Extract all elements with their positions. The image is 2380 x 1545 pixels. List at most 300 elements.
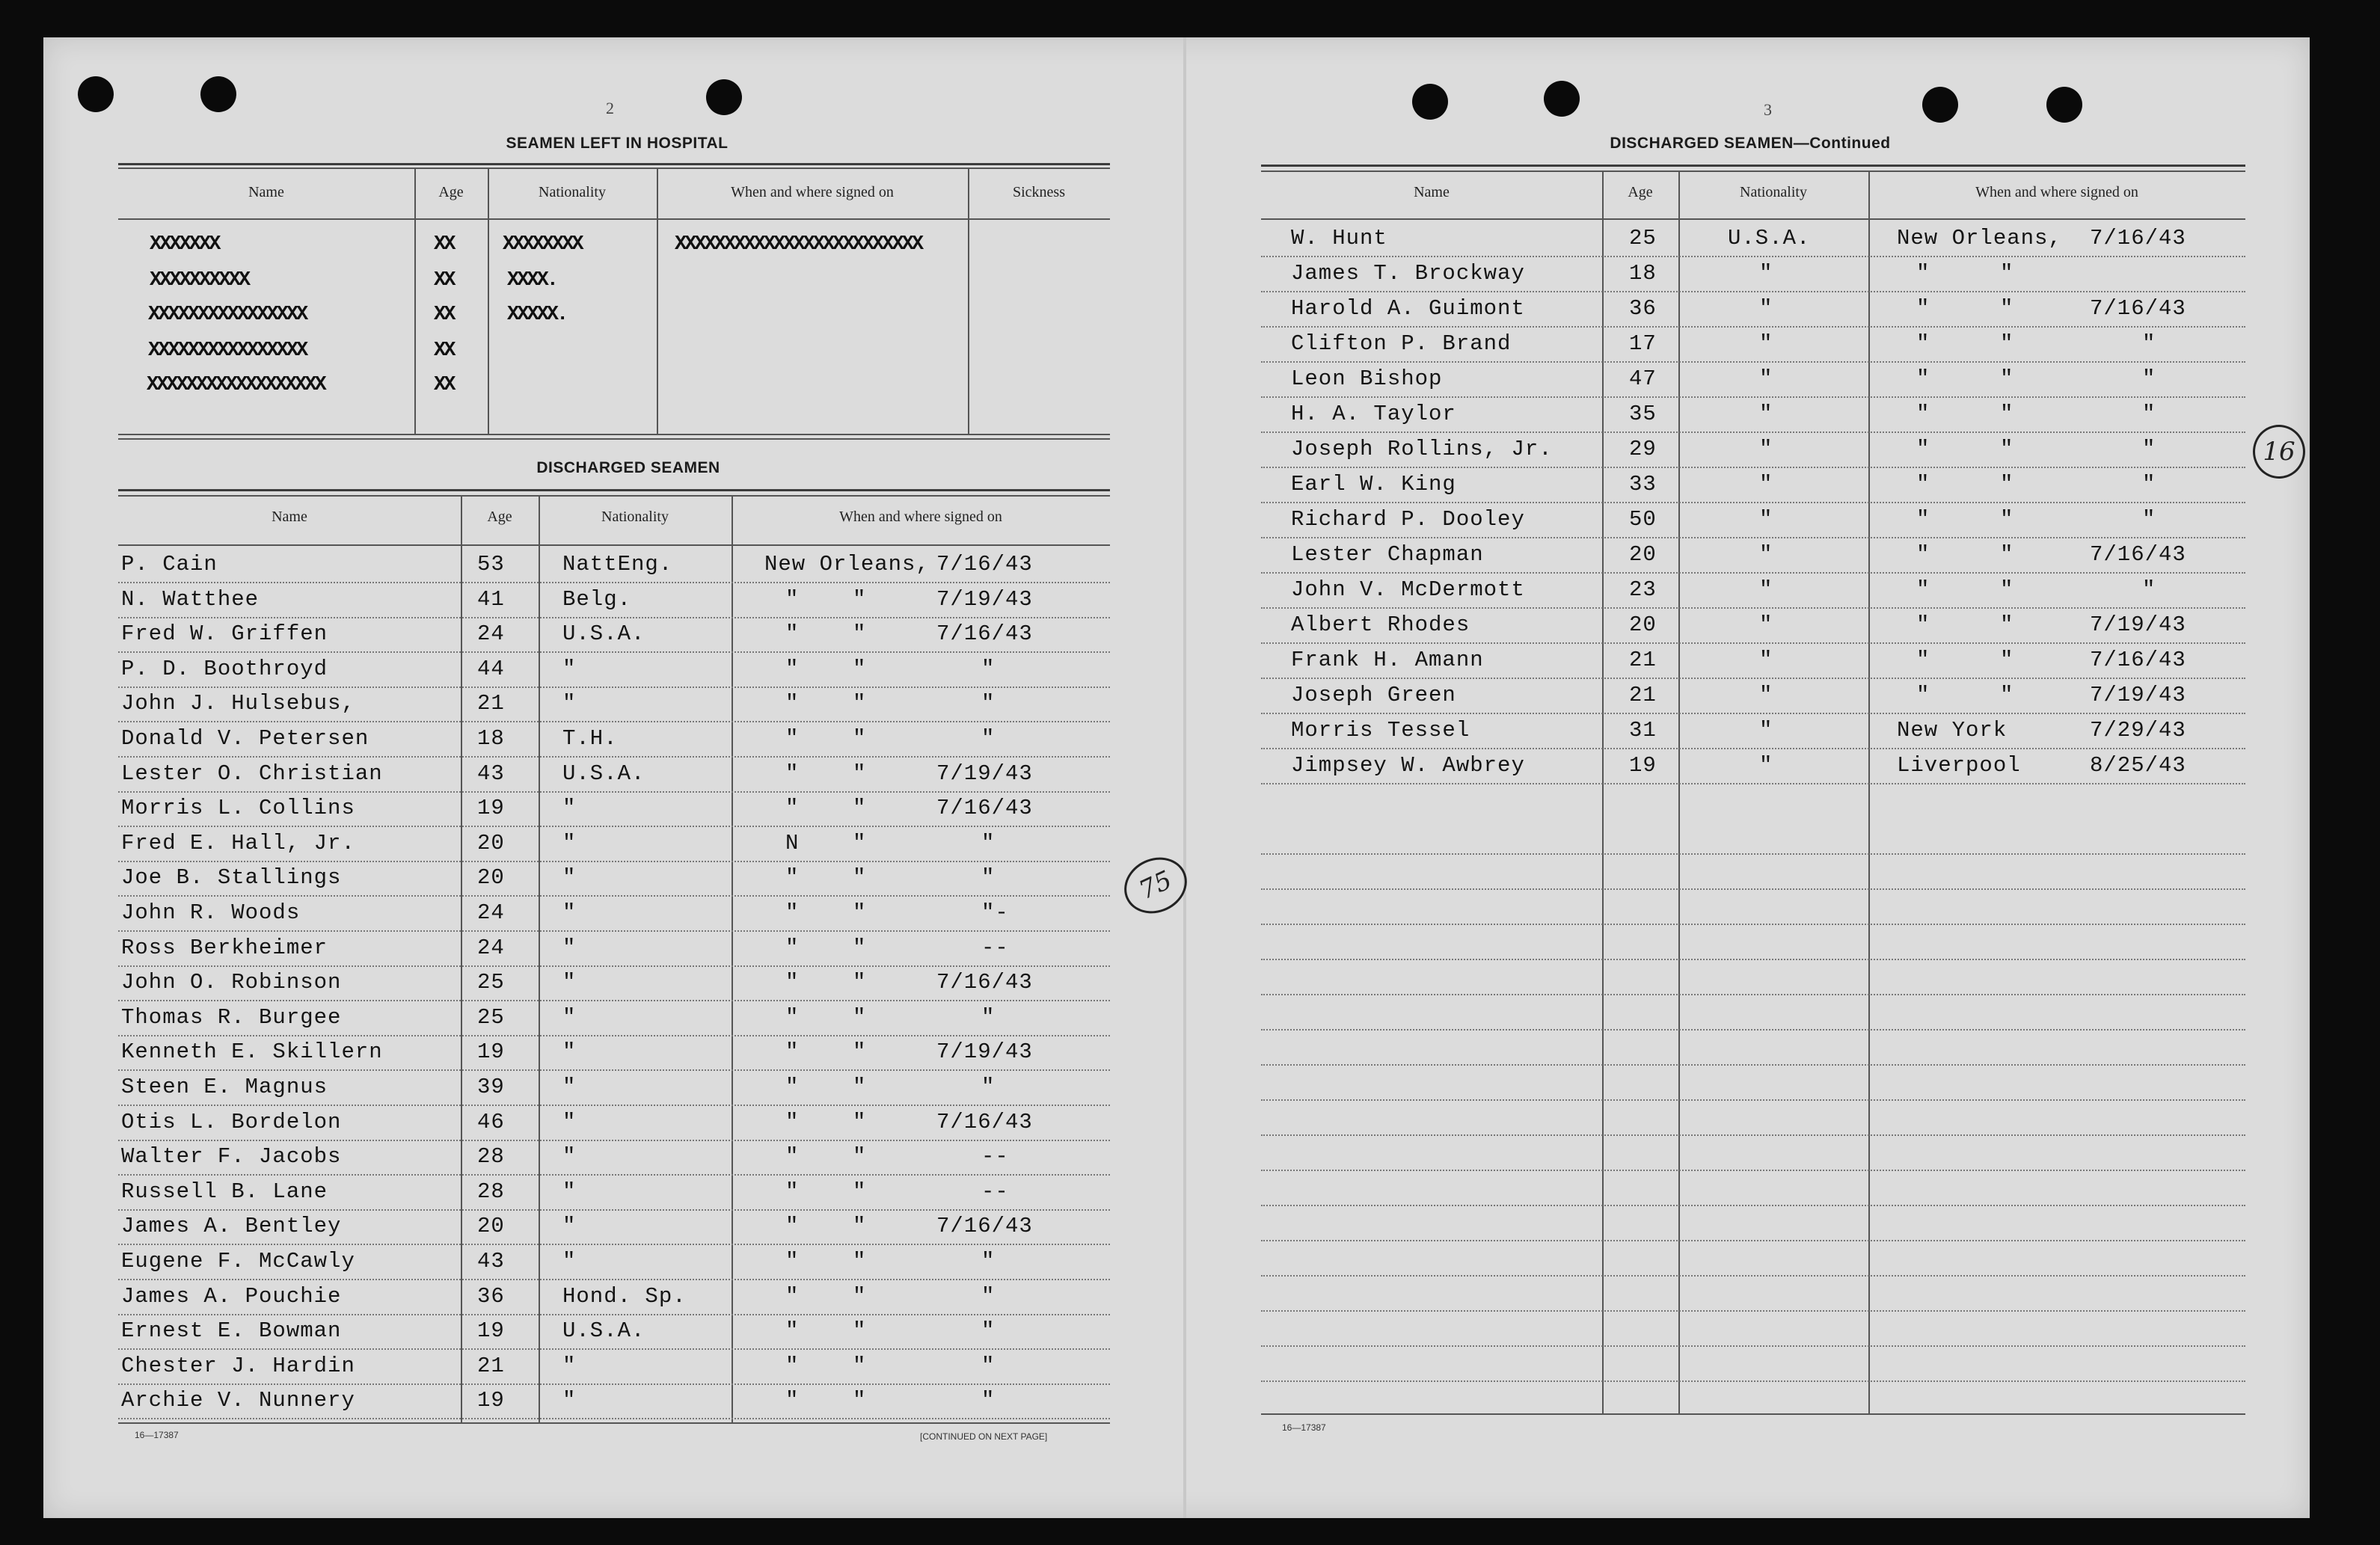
seaman-name: Fred W. Griffen bbox=[121, 621, 328, 646]
signed-ditto: " bbox=[853, 1039, 867, 1064]
seaman-name: Kenneth E. Skillern bbox=[121, 1039, 383, 1064]
row-rule bbox=[1261, 642, 2245, 644]
signed-place: " bbox=[1916, 331, 1930, 356]
row-rule bbox=[1261, 1310, 2245, 1312]
punch-hole bbox=[1412, 84, 1448, 120]
seaman-nationality: " bbox=[1759, 753, 1773, 778]
row-rule bbox=[1261, 959, 2245, 960]
rule bbox=[1261, 218, 2245, 220]
continued-note: [CONTINUED ON NEXT PAGE] bbox=[920, 1431, 1048, 1442]
seaman-nationality: " bbox=[562, 1075, 577, 1099]
col-divider bbox=[732, 495, 733, 1422]
row-rule bbox=[1261, 537, 2245, 538]
seaman-nationality: Belg. bbox=[562, 587, 632, 612]
seaman-age: 28 bbox=[477, 1144, 505, 1169]
seaman-age: 20 bbox=[477, 865, 505, 890]
hospital-redacted-name: XXXXXXXXXX bbox=[150, 269, 249, 292]
row-rule bbox=[118, 1279, 1110, 1280]
seaman-nationality: " bbox=[1759, 718, 1773, 743]
signed-ditto: " bbox=[853, 587, 867, 612]
signed-ditto: " bbox=[2000, 331, 2014, 356]
row-rule bbox=[1261, 1170, 2245, 1171]
signed-date: 7/16/43 bbox=[936, 1214, 1033, 1238]
hospital-redacted-age: XX bbox=[434, 304, 454, 326]
seaman-name: P. Cain bbox=[121, 552, 218, 577]
row-rule bbox=[118, 1209, 1110, 1211]
signed-date: " bbox=[981, 1318, 996, 1343]
hospital-redacted-nationality: XXXX. bbox=[507, 269, 557, 292]
seaman-name: Steen E. Magnus bbox=[121, 1075, 328, 1099]
seaman-age: 19 bbox=[477, 796, 505, 820]
row-rule bbox=[118, 930, 1110, 932]
seaman-age: 53 bbox=[477, 552, 505, 577]
seaman-age: 18 bbox=[477, 726, 505, 751]
seaman-nationality: " bbox=[562, 691, 577, 716]
seaman-age: 20 bbox=[1629, 612, 1657, 637]
seaman-age: 31 bbox=[1629, 718, 1657, 743]
seaman-age: 19 bbox=[477, 1039, 505, 1064]
seaman-name: Morris L. Collins bbox=[121, 796, 355, 820]
signed-date: " bbox=[981, 657, 996, 681]
signed-date: "- bbox=[981, 900, 1009, 925]
seaman-name: Archie V. Nunnery bbox=[121, 1388, 355, 1413]
rule bbox=[118, 218, 1110, 220]
signed-place: " bbox=[785, 1284, 800, 1309]
signed-ditto: " bbox=[2000, 577, 2014, 602]
seaman-name: Lester O. Christian bbox=[121, 761, 383, 786]
seaman-age: 29 bbox=[1629, 437, 1657, 461]
seaman-age: 46 bbox=[477, 1110, 505, 1134]
signed-date: 7/16/43 bbox=[2090, 296, 2186, 321]
signed-date: " bbox=[981, 865, 996, 890]
signed-place: New Orleans, bbox=[1897, 226, 2062, 251]
seaman-nationality: " bbox=[562, 1249, 577, 1274]
rule bbox=[118, 489, 1110, 491]
signed-ditto: " bbox=[853, 1354, 867, 1378]
seaman-age: 21 bbox=[477, 691, 505, 716]
signed-ditto: " bbox=[853, 726, 867, 751]
page-number-left: 2 bbox=[606, 99, 614, 117]
row-rule bbox=[1261, 1134, 2245, 1136]
col-divider bbox=[461, 495, 462, 1422]
signed-date: " bbox=[981, 831, 996, 856]
signed-place: " bbox=[785, 936, 800, 960]
discharged-header-name: Name bbox=[272, 509, 307, 525]
rule bbox=[118, 168, 1110, 169]
signed-ditto: " bbox=[853, 1110, 867, 1134]
seaman-nationality: U.S.A. bbox=[1728, 226, 1811, 251]
seaman-nationality: " bbox=[1759, 261, 1773, 286]
seaman-nationality: " bbox=[1759, 402, 1773, 426]
row-rule bbox=[1261, 994, 2245, 995]
col-divider bbox=[968, 168, 969, 434]
seaman-nationality: " bbox=[562, 1110, 577, 1134]
seaman-name: Donald V. Petersen bbox=[121, 726, 369, 751]
signed-place: " bbox=[1916, 612, 1930, 637]
signed-place: " bbox=[1916, 542, 1930, 567]
seaman-age: 36 bbox=[1629, 296, 1657, 321]
signed-place: " bbox=[1916, 472, 1930, 497]
row-rule bbox=[118, 1140, 1110, 1141]
discharged-header-nationality: Nationality bbox=[601, 509, 669, 525]
seaman-age: 33 bbox=[1629, 472, 1657, 497]
seaman-name: W. Hunt bbox=[1291, 226, 1387, 251]
signed-ditto: " bbox=[853, 865, 867, 890]
page-number-right: 3 bbox=[1764, 100, 1772, 119]
hospital-header-age: Age bbox=[438, 184, 464, 200]
signed-date: " bbox=[981, 1354, 996, 1378]
seaman-nationality: " bbox=[562, 865, 577, 890]
seaman-name: Ernest E. Bowman bbox=[121, 1318, 342, 1343]
signed-date: " bbox=[2142, 507, 2156, 532]
col-divider bbox=[657, 168, 658, 434]
signed-ditto: " bbox=[2000, 437, 2014, 461]
seaman-nationality: " bbox=[1759, 472, 1773, 497]
signed-date: -- bbox=[981, 1179, 1009, 1204]
signed-place: " bbox=[785, 1144, 800, 1169]
seaman-name: Chester J. Hardin bbox=[121, 1354, 355, 1378]
continued-header-nationality: Nationality bbox=[1740, 184, 1807, 200]
seaman-name: Eugene F. McCawly bbox=[121, 1249, 355, 1274]
form-number-left: 16—17387 bbox=[135, 1430, 179, 1440]
punch-hole bbox=[78, 76, 114, 112]
row-rule bbox=[118, 617, 1110, 618]
document-sheet bbox=[43, 37, 2310, 1518]
seaman-age: 19 bbox=[477, 1318, 505, 1343]
seaman-name: James A. Pouchie bbox=[121, 1284, 342, 1309]
discharged-continued-title: DISCHARGED SEAMEN—Continued bbox=[1610, 135, 1891, 152]
signed-ditto: " bbox=[2000, 296, 2014, 321]
signed-ditto: " bbox=[2000, 507, 2014, 532]
signed-place: " bbox=[785, 726, 800, 751]
signed-place: " bbox=[785, 657, 800, 681]
seaman-name: John V. McDermott bbox=[1291, 577, 1525, 602]
row-rule bbox=[118, 1035, 1110, 1036]
row-rule bbox=[1261, 1099, 2245, 1101]
signed-place: " bbox=[1916, 683, 1930, 707]
signed-date: -- bbox=[981, 936, 1009, 960]
seaman-age: 25 bbox=[1629, 226, 1657, 251]
hospital-redacted-age: XX bbox=[434, 233, 454, 256]
punch-hole bbox=[200, 76, 236, 112]
hospital-header-name: Name bbox=[248, 184, 284, 200]
handwritten-annotation-16: 16 bbox=[2253, 425, 2305, 479]
rule bbox=[118, 163, 1110, 165]
signed-ditto: " bbox=[853, 1318, 867, 1343]
seaman-nationality: Hond. Sp. bbox=[562, 1284, 687, 1309]
col-divider bbox=[1602, 171, 1604, 1413]
signed-place: " bbox=[785, 761, 800, 786]
seaman-age: 21 bbox=[477, 1354, 505, 1378]
signed-place: Liverpool bbox=[1897, 753, 2021, 778]
col-divider bbox=[414, 168, 416, 434]
row-rule bbox=[118, 1418, 1110, 1419]
row-rule bbox=[1261, 291, 2245, 292]
signed-ditto: " bbox=[853, 1005, 867, 1030]
signed-ditto: " bbox=[2000, 366, 2014, 391]
row-rule bbox=[1261, 1345, 2245, 1347]
row-rule bbox=[118, 687, 1110, 688]
seaman-age: 28 bbox=[477, 1179, 505, 1204]
signed-place: " bbox=[1916, 507, 1930, 532]
seaman-age: 20 bbox=[1629, 542, 1657, 567]
seaman-nationality: " bbox=[1759, 683, 1773, 707]
signed-place: " bbox=[785, 1214, 800, 1238]
signed-place: " bbox=[1916, 366, 1930, 391]
signed-place: N bbox=[785, 831, 800, 856]
hospital-redacted-name: XXXXXXX bbox=[150, 233, 219, 256]
seaman-nationality: " bbox=[1759, 437, 1773, 461]
signed-date: " bbox=[981, 1005, 996, 1030]
row-rule bbox=[1261, 607, 2245, 609]
seaman-age: 18 bbox=[1629, 261, 1657, 286]
col-divider bbox=[539, 495, 540, 1422]
signed-place: " bbox=[785, 1179, 800, 1204]
signed-date: 7/16/43 bbox=[936, 1110, 1033, 1134]
row-rule bbox=[1261, 361, 2245, 363]
signed-date: " bbox=[2142, 366, 2156, 391]
signed-place: " bbox=[785, 1075, 800, 1099]
row-rule bbox=[118, 1383, 1110, 1385]
discharged-header-signed: When and where signed on bbox=[839, 509, 1002, 525]
row-rule bbox=[118, 1244, 1110, 1245]
row-rule bbox=[118, 895, 1110, 897]
row-rule bbox=[118, 861, 1110, 862]
signed-place: " bbox=[785, 1318, 800, 1343]
row-rule bbox=[1261, 502, 2245, 503]
row-rule bbox=[1261, 1380, 2245, 1382]
signed-date: " bbox=[2142, 331, 2156, 356]
seaman-nationality: U.S.A. bbox=[562, 621, 645, 646]
discharged-section-title: DISCHARGED SEAMEN bbox=[536, 459, 720, 476]
signed-ditto: " bbox=[853, 1388, 867, 1413]
seaman-nationality: " bbox=[1759, 331, 1773, 356]
seaman-name: Frank H. Amann bbox=[1291, 648, 1484, 672]
row-rule bbox=[118, 1069, 1110, 1071]
seaman-age: 25 bbox=[477, 970, 505, 995]
signed-ditto: " bbox=[2000, 472, 2014, 497]
signed-ditto: " bbox=[2000, 542, 2014, 567]
hospital-redacted-age: XX bbox=[434, 269, 454, 292]
row-rule bbox=[118, 582, 1110, 583]
seaman-nationality: " bbox=[1759, 542, 1773, 567]
signed-date: 7/16/43 bbox=[2090, 226, 2186, 251]
signed-place: " bbox=[1916, 296, 1930, 321]
row-rule bbox=[1261, 924, 2245, 925]
row-rule bbox=[1261, 326, 2245, 328]
signed-place: " bbox=[785, 1039, 800, 1064]
rule bbox=[118, 1422, 1110, 1424]
row-rule bbox=[1261, 1029, 2245, 1030]
seaman-name: N. Watthee bbox=[121, 587, 260, 612]
seaman-name: James A. Bentley bbox=[121, 1214, 342, 1238]
seaman-nationality: " bbox=[562, 796, 577, 820]
row-rule bbox=[118, 1174, 1110, 1176]
seaman-name: John J. Hulsebus, bbox=[121, 691, 355, 716]
seaman-name: Joseph Green bbox=[1291, 683, 1456, 707]
seaman-name: Richard P. Dooley bbox=[1291, 507, 1525, 532]
row-rule bbox=[118, 791, 1110, 793]
seaman-name: Otis L. Bordelon bbox=[121, 1110, 342, 1134]
seaman-age: 24 bbox=[477, 621, 505, 646]
continued-header-name: Name bbox=[1414, 184, 1450, 200]
signed-date: " bbox=[2142, 472, 2156, 497]
signed-place: " bbox=[785, 970, 800, 995]
signed-date: 7/19/43 bbox=[936, 761, 1033, 786]
signed-ditto: " bbox=[853, 1249, 867, 1274]
signed-ditto: " bbox=[853, 900, 867, 925]
row-rule bbox=[1261, 467, 2245, 468]
signed-ditto: " bbox=[853, 691, 867, 716]
punch-hole bbox=[1544, 81, 1580, 117]
seaman-name: Fred E. Hall, Jr. bbox=[121, 831, 355, 856]
seaman-age: 36 bbox=[477, 1284, 505, 1309]
seaman-nationality: U.S.A. bbox=[562, 761, 645, 786]
seaman-age: 20 bbox=[477, 1214, 505, 1238]
row-rule bbox=[118, 756, 1110, 758]
seaman-name: Albert Rhodes bbox=[1291, 612, 1470, 637]
seaman-age: 17 bbox=[1629, 331, 1657, 356]
signed-date: " bbox=[981, 1284, 996, 1309]
signed-place: " bbox=[785, 865, 800, 890]
signed-date: " bbox=[981, 726, 996, 751]
row-rule bbox=[118, 1314, 1110, 1315]
rule bbox=[118, 438, 1110, 440]
continued-header-signed: When and where signed on bbox=[1975, 184, 2138, 200]
signed-ditto: " bbox=[2000, 612, 2014, 637]
row-rule bbox=[1261, 678, 2245, 679]
row-rule bbox=[1261, 256, 2245, 257]
seaman-nationality: " bbox=[562, 1388, 577, 1413]
punch-hole bbox=[706, 79, 742, 115]
hospital-redacted-nationality: XXXXXXXX bbox=[503, 233, 582, 256]
seaman-name: James T. Brockway bbox=[1291, 261, 1525, 286]
hospital-redacted-name: XXXXXXXXXXXXXXXX bbox=[148, 304, 307, 326]
seaman-name: Harold A. Guimont bbox=[1291, 296, 1525, 321]
signed-place: " bbox=[785, 796, 800, 820]
seaman-age: 47 bbox=[1629, 366, 1657, 391]
row-rule bbox=[118, 965, 1110, 967]
seaman-age: 43 bbox=[477, 1249, 505, 1274]
signed-date: 7/19/43 bbox=[2090, 683, 2186, 707]
form-number-right: 16—17387 bbox=[1282, 1422, 1326, 1433]
seaman-nationality: " bbox=[562, 1039, 577, 1064]
signed-date: 7/16/43 bbox=[936, 796, 1033, 820]
rule bbox=[118, 495, 1110, 497]
row-rule bbox=[1261, 396, 2245, 398]
seaman-name: Joseph Rollins, Jr. bbox=[1291, 437, 1553, 461]
continued-header-age: Age bbox=[1628, 184, 1653, 200]
seaman-age: 25 bbox=[477, 1005, 505, 1030]
seaman-nationality: " bbox=[562, 936, 577, 960]
seaman-nationality: " bbox=[562, 1354, 577, 1378]
signed-date: 8/25/43 bbox=[2090, 753, 2186, 778]
hospital-redacted-age: XX bbox=[434, 374, 454, 396]
seaman-age: 50 bbox=[1629, 507, 1657, 532]
hospital-redacted-signed: XXXXXXXXXXXXXXXXXXXXXXXXX bbox=[675, 233, 922, 256]
signed-date: " bbox=[2142, 437, 2156, 461]
signed-date: 7/16/43 bbox=[2090, 648, 2186, 672]
rule bbox=[118, 434, 1110, 435]
signed-date: " bbox=[2142, 577, 2156, 602]
seaman-nationality: NattEng. bbox=[562, 552, 673, 577]
seaman-nationality: U.S.A. bbox=[562, 1318, 645, 1343]
hospital-section-title: SEAMEN LEFT IN HOSPITAL bbox=[506, 135, 729, 152]
signed-ditto: " bbox=[853, 936, 867, 960]
row-rule bbox=[1261, 713, 2245, 714]
seaman-age: 41 bbox=[477, 587, 505, 612]
signed-date: 7/29/43 bbox=[2090, 718, 2186, 743]
seaman-nationality: " bbox=[562, 1144, 577, 1169]
seaman-nationality: " bbox=[1759, 507, 1773, 532]
signed-place: " bbox=[1916, 577, 1930, 602]
seaman-age: 35 bbox=[1629, 402, 1657, 426]
seaman-nationality: T.H. bbox=[562, 726, 618, 751]
row-rule bbox=[1261, 1240, 2245, 1241]
hospital-redacted-name: XXXXXXXXXXXXXXXX bbox=[148, 340, 307, 362]
seaman-age: 20 bbox=[477, 831, 505, 856]
punch-hole bbox=[2046, 87, 2082, 123]
seaman-name: Ross Berkheimer bbox=[121, 936, 328, 960]
seaman-age: 21 bbox=[1629, 683, 1657, 707]
seaman-nationality: " bbox=[1759, 296, 1773, 321]
signed-ditto: " bbox=[2000, 683, 2014, 707]
signed-date: 7/16/43 bbox=[936, 621, 1033, 646]
signed-date: 7/16/43 bbox=[936, 970, 1033, 995]
seaman-name: Morris Tessel bbox=[1291, 718, 1470, 743]
col-divider bbox=[488, 168, 489, 434]
seaman-age: 23 bbox=[1629, 577, 1657, 602]
signed-date: 7/19/43 bbox=[936, 587, 1033, 612]
row-rule bbox=[118, 651, 1110, 653]
signed-ditto: " bbox=[853, 1144, 867, 1169]
seaman-age: 24 bbox=[477, 900, 505, 925]
hospital-redacted-nationality: XXXXX. bbox=[507, 304, 567, 326]
row-rule bbox=[118, 1105, 1110, 1106]
punch-hole bbox=[1922, 87, 1958, 123]
signed-ditto: " bbox=[853, 1075, 867, 1099]
row-rule bbox=[1261, 783, 2245, 784]
signed-date: -- bbox=[981, 1144, 1009, 1169]
signed-ditto: " bbox=[853, 831, 867, 856]
signed-date: " bbox=[981, 1249, 996, 1274]
signed-date: " bbox=[981, 1075, 996, 1099]
seaman-name: John R. Woods bbox=[121, 900, 301, 925]
signed-place: " bbox=[1916, 648, 1930, 672]
signed-place: " bbox=[785, 1249, 800, 1274]
seaman-name: P. D. Boothroyd bbox=[121, 657, 328, 681]
col-divider bbox=[1868, 171, 1870, 1413]
signed-place: " bbox=[785, 587, 800, 612]
row-rule bbox=[118, 1000, 1110, 1001]
hospital-header-nationality: Nationality bbox=[539, 184, 606, 200]
signed-place: " bbox=[785, 1005, 800, 1030]
signed-ditto: " bbox=[853, 1284, 867, 1309]
seaman-nationality: " bbox=[562, 1214, 577, 1238]
seaman-age: 19 bbox=[1629, 753, 1657, 778]
seaman-name: Lester Chapman bbox=[1291, 542, 1484, 567]
row-rule bbox=[118, 826, 1110, 827]
seaman-name: Joe B. Stallings bbox=[121, 865, 342, 890]
seaman-age: 39 bbox=[477, 1075, 505, 1099]
signed-place: New York bbox=[1897, 718, 2008, 743]
signed-place: " bbox=[785, 621, 800, 646]
hospital-header-signed: When and where signed on bbox=[731, 184, 894, 200]
page-fold bbox=[1183, 37, 1186, 1518]
row-rule bbox=[1261, 748, 2245, 749]
seaman-nationality: " bbox=[562, 900, 577, 925]
row-rule bbox=[1261, 1064, 2245, 1066]
